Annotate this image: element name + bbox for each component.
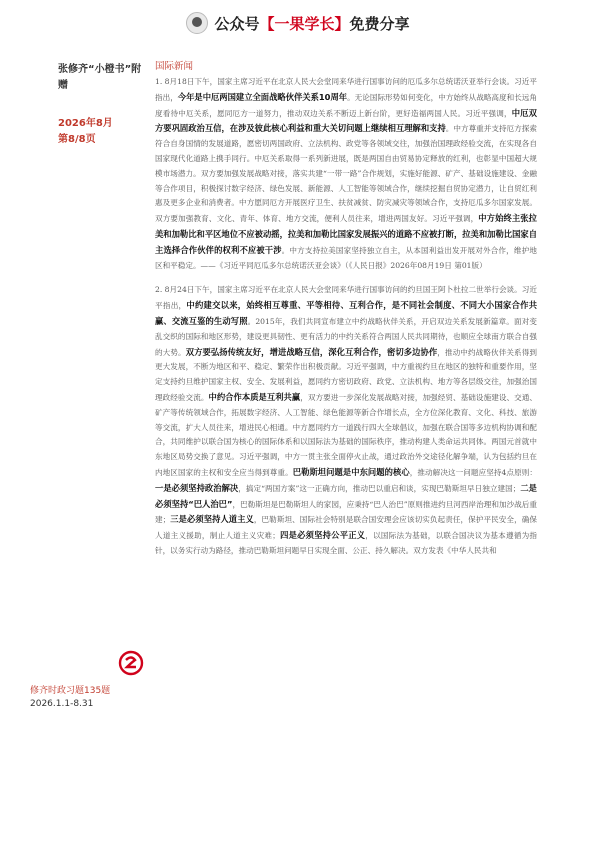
page-number: 第8/8页 [58, 134, 96, 145]
news-item-1 [155, 75, 537, 273]
highlight-text: 三是必须坚持人道主义 [170, 514, 254, 525]
highlight-text: 中约合作本质是互利共赢 [208, 391, 301, 402]
footer-note [30, 685, 110, 711]
body-text: ，以国际法为基础，以联合国决议为基本遵循为指针，以务实行动为路径，推动巴勒斯坦问题早日实现全面、公正、持久解决。双方发表《中华人民共和 [155, 531, 537, 555]
footer-title: 修齐时政习题135题 [30, 686, 111, 696]
body-text: 2. 8月24日下午，国家主席习近平在北京人民大会堂同来华进行国事访问的约旦国王阿卜杜拉二世举行会谈。习近平指出， [155, 285, 537, 311]
body-text: ，巴勒斯坦是巴勒斯坦人的家园，应秉持“巴人治巴”原则推进约旦河西岸治理和加沙战后重建； [155, 499, 537, 525]
highlight-text: 二是必须坚持“巴人治巴” [155, 482, 537, 509]
body-text: 1. 8月18日下午，国家主席习近平在北京人民大会堂同来华进行国事访问的厄瓜多尔总统诺沃亚举行会谈。习近平指出， [155, 77, 537, 102]
body-text: ，搞定“两国方案”这一正确方向，推动巴以重启和谈，实现巴勒斯坦早日独立建国； [238, 483, 521, 493]
avatar-icon [186, 12, 208, 34]
body-text: ，巴勒斯坦、国际社会特别是联合国安理会应该切实负起责任，保护平民安全，确保人道主义援助，制止人道主义灾难； [155, 515, 537, 541]
footer-date: 2026.1.1-8.31 [30, 699, 94, 709]
news-item-2 [155, 283, 537, 558]
body-text: 。中方尊重并支持厄方探索符合自身国情的发展道路，愿密切两国政府、立法机构、政党等各领域交往，加强治国理政经验交流，在实现各自国家现代化道路上携手同行。中厄关系取得一系列新进展，既是两国自由贸易协定释放的红利，也彰显中国超大规模市场潜力。双方要加强发展战略对接，落实共建“一带一路”合作规划，实施好能源、矿产、基础设施建设、金融等合作项目，积极探讨数字经济、绿色发展、新能源、人工智能等领域合作，继续挖掘自贸协定潜力，让自贸红利惠及更多企业和消费者。中方愿同厄方开展医疗卫生、扶贫减贫、防灾减灾等领域合作，支持厄瓜多尔国家发展。双方要加强教育、文化、青年、体育、地方交流，便利人员往来，增进两国友好。习近平强调， [155, 124, 538, 224]
main-content [155, 58, 537, 559]
body-text: 。无论国际形势如何变化，中方始终从战略高度和长远角度看待中厄关系，愿同厄方一道努力，推动双边关系不断迈上新台阶，更好造福两国人民。习近平强调， [155, 92, 537, 118]
highlight-text: 中约建交以来，始终相互尊重、平等相待、互利合作，是不同社会制度、不同大小国家合作共赢、交流互鉴的生动写照 [155, 300, 537, 326]
highlight-text: 今年是中厄两国建立全面战略伙伴关系10周年 [177, 91, 348, 102]
highlight-text: 双方要弘扬传统友好，增进战略互信，深化互利合作，密切多边协作 [185, 346, 438, 357]
issue-date: 2026年8月 [58, 118, 113, 129]
sidebar [58, 62, 148, 148]
chapter-mark-icon [118, 650, 144, 676]
highlight-text: 巴勒斯坦问题是中东问题的核心 [292, 466, 410, 477]
highlight-text: 一是必须坚持政治解决 [155, 482, 239, 493]
highlight-text: 中厄双方要巩固政治互信，在涉及彼此核心利益和重大关切问题上继续相互理解和支持 [155, 107, 537, 134]
book-title: 张修齐“小橙书”附赠 [58, 64, 142, 91]
body-text: ，双方要进一步深化发展战略对接，加强经贸、基础设施建设、交通、矿产等传统领域合作，拓展数字经济、人工智能、绿色能源等新合作增长点，全方位深化教育、文化、科技、旅游等交流，扩大人员往来，增进民心相通。中方愿同约方一道践行四大全球倡议，加强在联合国等多边机构协调和配合，共同维护以联合国为核心的国际体系和以国际法为基础的国际秩序，推动构建人类命运共同体。两国元首就中东地区局势交换了意见。习近平强调，中方一贯主张全面停火止战，通过政治外交途径化解争端，认为包括约旦在内地区国家的主权和安全应当得到尊重。 [155, 392, 538, 477]
banner-text: 公众号【一果学长】免费分享 [214, 14, 410, 33]
body-text: ，推动解决这一问题应坚持4点原则： [409, 467, 537, 477]
body-text: 。中方支持拉美国家坚持独立自主，从本国利益出发开展对外合作，维护地区和平稳定。——《习近平同厄瓜多尔总统诺沃亚会谈》（《人民日报》2026年08月19日 第01版） [155, 245, 537, 270]
highlight-text: 中方始终主张拉美和加勒比和平区地位不应被动摇，拉美和加勒比国家发展振兴的道路不应被打断，拉美和加勒比国家自主选择合作伙伴的权利不应被干涉 [155, 213, 537, 255]
share-banner [0, 0, 596, 46]
highlight-text: 四是必须坚持公平正义 [279, 530, 366, 541]
section-title: 国际新闻 [155, 61, 194, 72]
body-text: 。2015年，我们共同宣布建立中约战略伙伴关系，开启双边关系发展新篇章。面对变乱交织的国际和地区形势，建设更具韧性、更有活力的中约关系符合两国人民共同期待，也顺应全球南方联合自强的大势。 [155, 316, 537, 357]
body-text: ，推动中约战略伙伴关系得到更大发展，不断为地区和平、稳定、繁荣作出积极贡献。习近平强调，中方重视约旦在地区的独特和重要作用，坚定支持约旦维护国家主权、安全、发展利益，愿同约方密切政府、政党、立法机构、地方等各层级交往，加强治国理政经验交流。 [155, 347, 538, 402]
